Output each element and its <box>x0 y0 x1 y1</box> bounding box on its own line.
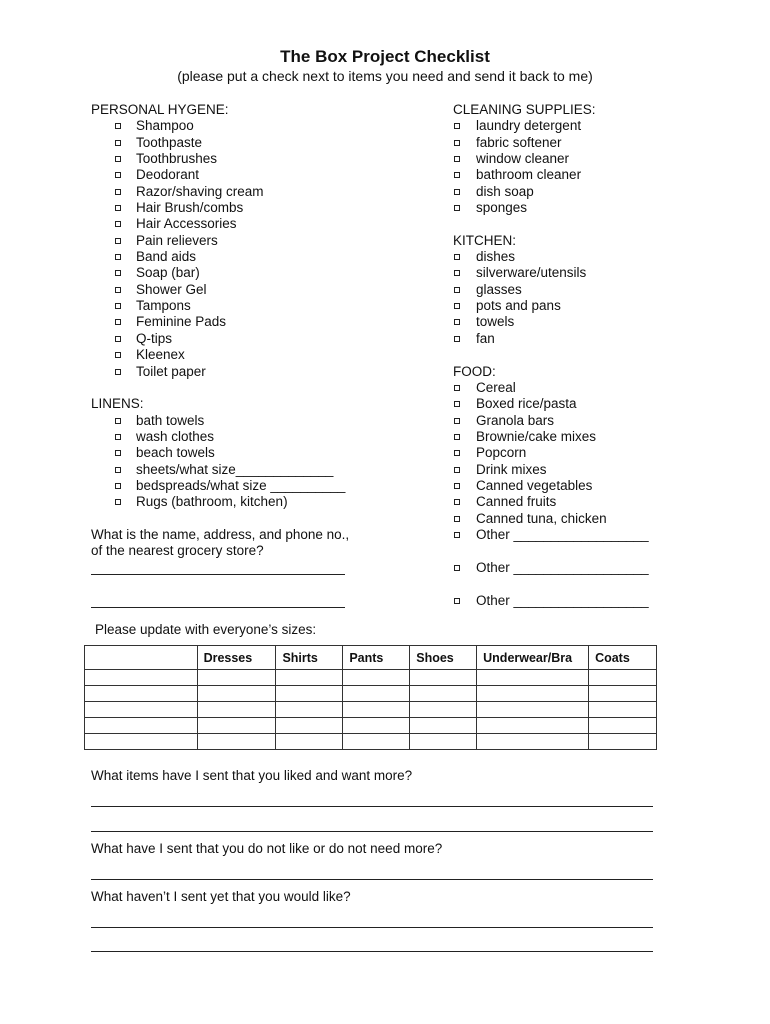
checklist-item[interactable] <box>91 445 431 461</box>
checkbox[interactable] <box>454 483 460 489</box>
checkbox[interactable] <box>115 238 121 244</box>
checkbox[interactable] <box>115 336 121 342</box>
checkbox[interactable] <box>454 254 460 260</box>
sizes-cell[interactable] <box>589 734 657 750</box>
sizes-cell[interactable] <box>477 718 589 734</box>
sizes-cell[interactable] <box>343 670 410 686</box>
right-column <box>453 102 693 543</box>
checkbox[interactable] <box>454 336 460 342</box>
checklist-item[interactable] <box>453 331 693 347</box>
checklist-item-label: Shampoo <box>136 118 194 134</box>
store-answer-line-1[interactable] <box>91 574 345 575</box>
checkbox[interactable] <box>454 319 460 325</box>
checklist-item[interactable] <box>453 314 693 330</box>
checkbox[interactable] <box>454 385 460 391</box>
checklist-item[interactable] <box>91 265 431 281</box>
sizes-cell[interactable] <box>197 718 276 734</box>
sizes-cell[interactable] <box>410 702 477 718</box>
checklist-item-label: Cereal <box>476 379 516 395</box>
wanted-question: What haven’t I sent yet that you would like? <box>91 889 351 904</box>
sizes-cell[interactable] <box>85 718 198 734</box>
checkbox[interactable] <box>454 401 460 407</box>
checkbox[interactable] <box>115 303 121 309</box>
checkbox[interactable] <box>115 156 121 162</box>
checkbox[interactable] <box>115 418 121 424</box>
checkbox[interactable] <box>115 140 121 146</box>
checklist-item[interactable] <box>453 298 693 314</box>
checklist-item-label: Pain relievers <box>136 232 218 248</box>
checkbox[interactable] <box>454 123 460 129</box>
checklist-item-label: Deodorant <box>136 167 200 183</box>
checkbox[interactable] <box>115 221 121 227</box>
checklist-item-label: Toilet paper <box>136 363 206 379</box>
checklist-item-label: Shower Gel <box>136 281 207 297</box>
sizes-cell[interactable] <box>276 702 343 718</box>
checklist-item[interactable] <box>453 511 693 527</box>
checklist-item[interactable] <box>91 216 431 232</box>
sizes-cell[interactable] <box>477 702 589 718</box>
checkbox[interactable] <box>115 270 121 276</box>
wanted-answer-line-1[interactable] <box>91 927 653 928</box>
checklist-item[interactable] <box>91 135 431 151</box>
checklist-item[interactable] <box>453 282 693 298</box>
checkbox[interactable] <box>115 467 121 473</box>
sizes-cell[interactable] <box>410 686 477 702</box>
checkbox[interactable] <box>454 499 460 505</box>
checklist-item[interactable] <box>91 347 431 363</box>
sizes-cell[interactable] <box>85 702 198 718</box>
checkbox[interactable] <box>454 287 460 293</box>
checkbox[interactable] <box>454 172 460 178</box>
sizes-cell[interactable] <box>410 718 477 734</box>
store-question-line2: of the nearest grocery store? <box>91 543 264 559</box>
checklist-item[interactable] <box>453 167 693 183</box>
checkbox[interactable] <box>115 254 121 260</box>
checklist-item[interactable] <box>453 249 693 265</box>
sizes-cell[interactable] <box>197 734 276 750</box>
sizes-header-shoes: Shoes <box>410 646 477 670</box>
checkbox[interactable] <box>454 140 460 146</box>
checklist-item-label: bathroom cleaner <box>476 167 582 183</box>
cleaning-list <box>453 118 693 216</box>
checklist-item[interactable] <box>453 413 693 429</box>
checklist-item-label: Canned fruits <box>476 494 557 510</box>
checklist-item-label: Band aids <box>136 249 197 265</box>
checkbox[interactable] <box>454 205 460 211</box>
checklist-item[interactable] <box>453 527 693 543</box>
checklist-item[interactable] <box>91 151 431 167</box>
checklist-item[interactable] <box>91 118 431 134</box>
checklist-item[interactable] <box>91 494 431 510</box>
sizes-cell[interactable] <box>85 686 198 702</box>
checkbox[interactable] <box>115 434 121 440</box>
checkbox[interactable] <box>454 516 460 522</box>
page-subtitle: (please put a check next to items you need and send it back to me) <box>177 68 593 84</box>
checkbox[interactable] <box>454 156 460 162</box>
food-other-3[interactable] <box>453 593 649 608</box>
sizes-cell[interactable] <box>343 718 410 734</box>
sizes-cell[interactable] <box>276 686 343 702</box>
checklist-item-label: fabric softener <box>476 134 562 150</box>
kitchen-heading: KITCHEN: <box>453 232 517 248</box>
sizes-header-underwear: Underwear/Bra <box>477 646 589 670</box>
page-title: The Box Project Checklist <box>280 47 490 66</box>
checklist-item-label: wash clothes <box>136 428 215 444</box>
food-other-3-label: Other __________________ <box>476 593 649 608</box>
checkbox[interactable] <box>454 189 460 195</box>
checklist-item-label: Soap (bar) <box>136 265 200 281</box>
checklist-item[interactable] <box>453 135 693 151</box>
checkbox[interactable] <box>115 123 121 129</box>
checklist-item[interactable] <box>91 200 431 216</box>
checklist-item[interactable] <box>453 478 693 494</box>
sizes-cell[interactable] <box>343 734 410 750</box>
checkbox[interactable] <box>115 319 121 325</box>
checklist-item[interactable] <box>453 396 693 412</box>
left-column <box>91 102 431 560</box>
checklist-item[interactable] <box>453 118 693 134</box>
sizes-row <box>85 702 657 718</box>
checklist-item-label: sheets/what size_____________ <box>136 461 334 477</box>
checklist-item[interactable] <box>91 314 431 330</box>
sizes-header-row <box>85 646 657 670</box>
store-answer-line-2[interactable] <box>91 607 345 608</box>
sizes-cell[interactable] <box>276 718 343 734</box>
sizes-label: Please update with everyone’s sizes: <box>95 622 317 637</box>
checklist-item[interactable] <box>91 413 431 429</box>
checklist-item-label: laundry detergent <box>476 118 582 134</box>
sizes-cell[interactable] <box>410 734 477 750</box>
checklist-item-label: Drink mixes <box>476 461 547 477</box>
liked-answer-line-1[interactable] <box>91 806 653 807</box>
checkbox[interactable] <box>454 565 460 571</box>
sizes-cell[interactable] <box>589 718 657 734</box>
checkbox[interactable] <box>115 450 121 456</box>
food-other-2[interactable] <box>453 560 649 575</box>
checkbox[interactable] <box>115 172 121 178</box>
kitchen-list <box>453 249 693 347</box>
checklist-item-label: Popcorn <box>476 445 527 461</box>
checklist-item[interactable] <box>91 167 431 183</box>
wanted-answer-line-2[interactable] <box>91 951 653 952</box>
sizes-header-shirts: Shirts <box>276 646 343 670</box>
linens-heading: LINENS: <box>91 396 144 412</box>
checkbox[interactable] <box>454 467 460 473</box>
sizes-row <box>85 734 657 750</box>
liked-question: What items have I sent that you liked and want more? <box>91 768 413 783</box>
checklist-item-label: Toothbrushes <box>136 151 218 167</box>
checklist-item-label: Hair Accessories <box>136 216 237 232</box>
checkbox[interactable] <box>115 352 121 358</box>
checkbox[interactable] <box>454 532 460 538</box>
checklist-item-label: window cleaner <box>476 151 570 167</box>
sizes-cell[interactable] <box>343 702 410 718</box>
checklist-item-label: Brownie/cake mixes <box>476 428 597 444</box>
sizes-cell[interactable] <box>477 670 589 686</box>
checklist-item[interactable] <box>91 462 431 478</box>
checkbox[interactable] <box>115 483 121 489</box>
checklist-item-label: dishes <box>476 249 516 265</box>
checklist-item-label: Rugs (bathroom, kitchen) <box>136 494 288 510</box>
sizes-cell[interactable] <box>85 670 198 686</box>
checklist-item[interactable] <box>453 200 693 216</box>
sizes-cell[interactable] <box>410 670 477 686</box>
checkbox[interactable] <box>454 303 460 309</box>
sizes-cell[interactable] <box>197 686 276 702</box>
checklist-item-label: Granola bars <box>476 412 555 428</box>
checklist-item-label: Hair Brush/combs <box>136 200 244 216</box>
checklist-item-label: Other __________________ <box>476 526 649 542</box>
sizes-cell[interactable] <box>477 686 589 702</box>
sizes-cell[interactable] <box>589 670 657 686</box>
sizes-header-coats: Coats <box>589 646 657 670</box>
checklist-item-label: beach towels <box>136 445 215 461</box>
checkbox[interactable] <box>115 287 121 293</box>
checklist-item[interactable] <box>91 282 431 298</box>
checklist-item[interactable] <box>91 429 431 445</box>
sizes-row <box>85 686 657 702</box>
checklist-item-label: Razor/shaving cream <box>136 183 264 199</box>
sizes-cell[interactable] <box>276 670 343 686</box>
sizes-cell[interactable] <box>589 686 657 702</box>
sizes-cell[interactable] <box>477 734 589 750</box>
food-other-2-label: Other __________________ <box>476 560 649 575</box>
sizes-cell[interactable] <box>85 734 198 750</box>
checkbox[interactable] <box>115 369 121 375</box>
disliked-question: What have I sent that you do not like or do not need more? <box>91 841 443 856</box>
checklist-item-label: dish soap <box>476 183 534 199</box>
checklist-item-label: Kleenex <box>136 347 185 363</box>
checklist-item-label: bedspreads/what size __________ <box>136 477 346 493</box>
checklist-item[interactable] <box>453 462 693 478</box>
checklist-item[interactable] <box>91 298 431 314</box>
checklist-item[interactable] <box>453 429 693 445</box>
checklist-item[interactable] <box>453 265 693 281</box>
checklist-item-label: Feminine Pads <box>136 314 227 330</box>
checklist-item-label: bath towels <box>136 412 205 428</box>
checklist-item-label: towels <box>476 314 515 330</box>
sizes-header-dresses: Dresses <box>197 646 276 670</box>
checklist-item-label: Toothpaste <box>136 134 203 150</box>
sizes-row <box>85 670 657 686</box>
checkbox[interactable] <box>115 189 121 195</box>
sizes-cell[interactable] <box>276 734 343 750</box>
personal-hygiene-heading: PERSONAL HYGENE: <box>91 102 229 117</box>
linens-list <box>91 413 431 511</box>
sizes-header-pants: Pants <box>343 646 410 670</box>
checklist-item-label: fan <box>476 330 495 346</box>
checkbox[interactable] <box>454 434 460 440</box>
checklist-item-label: Canned vegetables <box>476 477 593 493</box>
checklist-item[interactable] <box>453 494 693 510</box>
checklist-item[interactable] <box>91 184 431 200</box>
food-list <box>453 380 693 543</box>
checkbox[interactable] <box>454 418 460 424</box>
sizes-row <box>85 718 657 734</box>
checklist-item[interactable] <box>453 445 693 461</box>
personal-hygiene-list <box>91 118 431 380</box>
checkbox[interactable] <box>115 205 121 211</box>
checklist-item-label: Q-tips <box>136 330 173 346</box>
checklist-item-label: glasses <box>476 281 522 297</box>
checkbox[interactable] <box>454 598 460 604</box>
checkbox[interactable] <box>115 499 121 505</box>
sizes-header-blank <box>85 646 198 670</box>
checklist-item-label: silverware/utensils <box>476 265 587 281</box>
checklist-item-label: pots and pans <box>476 298 561 314</box>
sizes-cell[interactable] <box>343 686 410 702</box>
sizes-table <box>84 645 657 750</box>
sizes-cell[interactable] <box>197 702 276 718</box>
food-heading: FOOD: <box>453 363 496 379</box>
checklist-item[interactable] <box>91 478 431 494</box>
checklist-item[interactable] <box>453 380 693 396</box>
sizes-cell[interactable] <box>197 670 276 686</box>
checklist-item[interactable] <box>91 233 431 249</box>
checklist-item[interactable] <box>91 364 431 380</box>
cleaning-heading: CLEANING SUPPLIES: <box>453 102 596 117</box>
checkbox[interactable] <box>454 270 460 276</box>
checklist-item-label: Canned tuna, chicken <box>476 510 607 526</box>
checklist-item[interactable] <box>453 184 693 200</box>
checklist-item-label: sponges <box>476 200 528 216</box>
checklist-item-label: Tampons <box>136 298 191 314</box>
store-question-line1: What is the name, address, and phone no., <box>91 526 350 542</box>
checklist-item[interactable] <box>91 249 431 265</box>
checklist-item-label: Boxed rice/pasta <box>476 396 577 412</box>
disliked-answer-line[interactable] <box>91 879 653 880</box>
checklist-item[interactable] <box>91 331 431 347</box>
checkbox[interactable] <box>454 450 460 456</box>
sizes-cell[interactable] <box>589 702 657 718</box>
checklist-item[interactable] <box>453 151 693 167</box>
liked-answer-line-2[interactable] <box>91 831 653 832</box>
